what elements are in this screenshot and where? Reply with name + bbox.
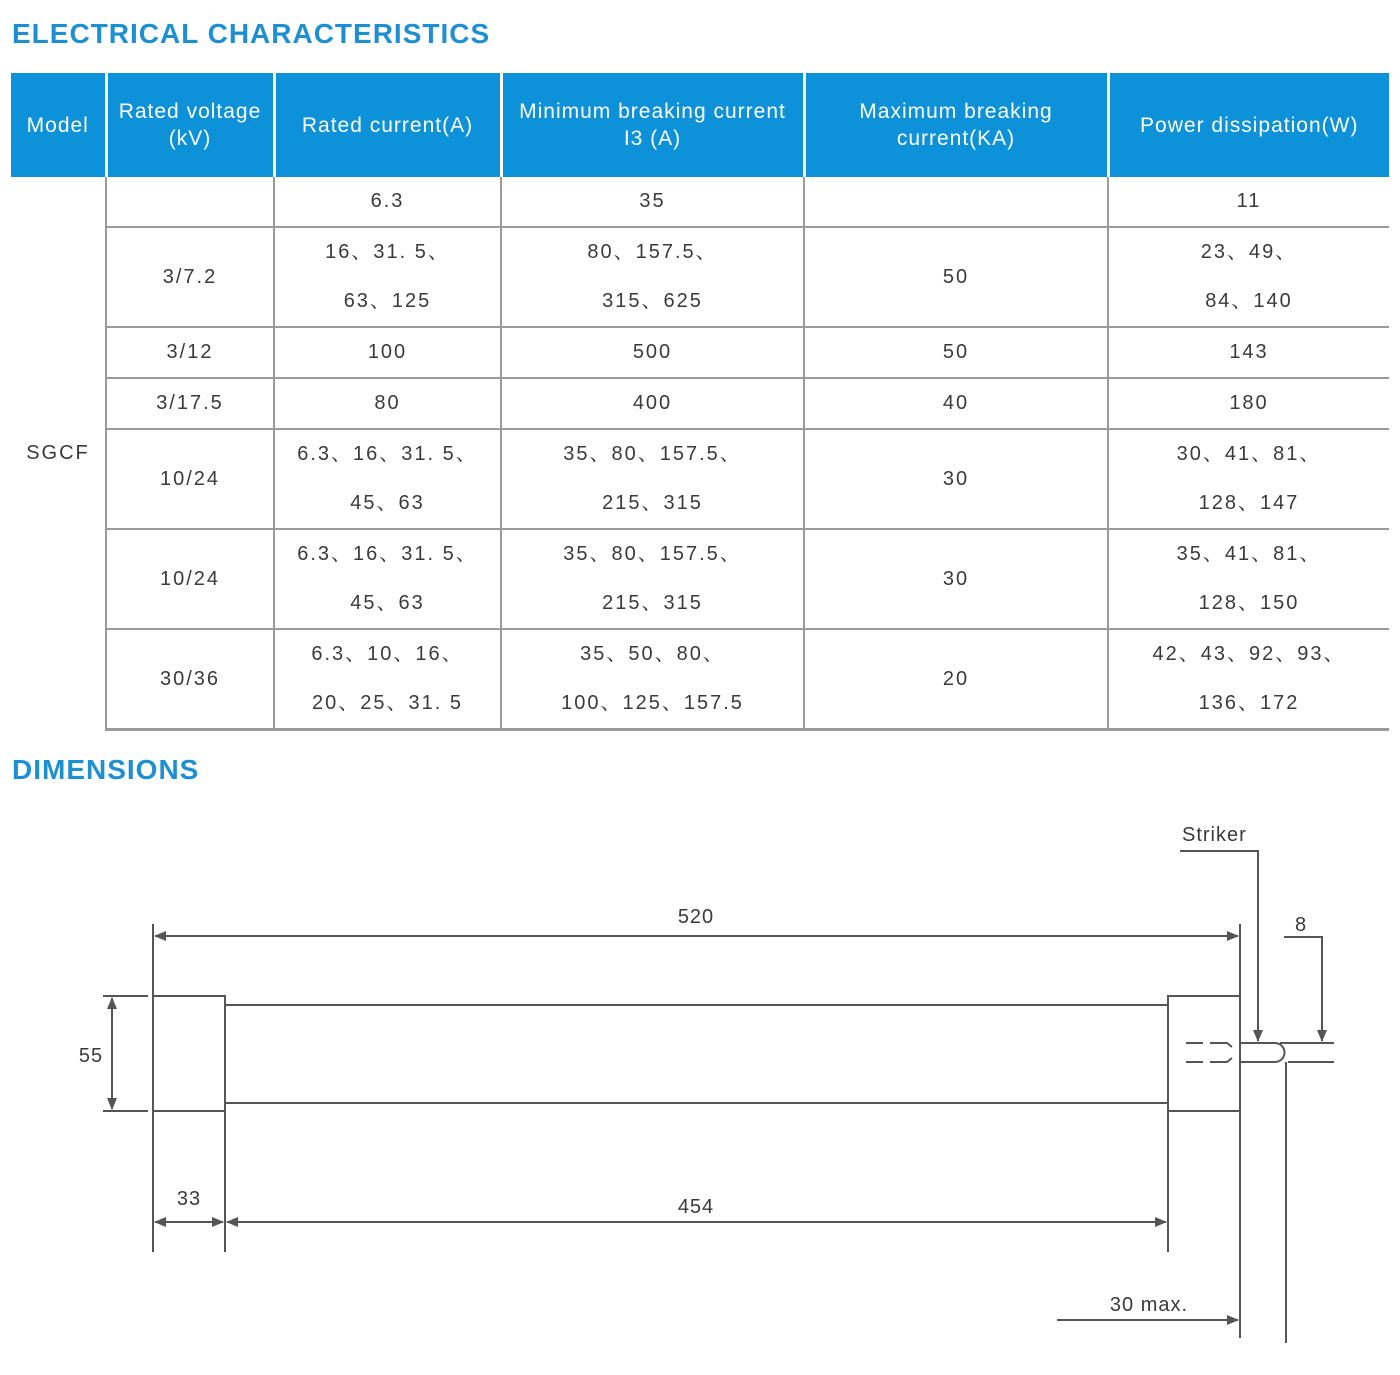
cell-line: 35、50、80、 <box>580 643 725 665</box>
cell-line: 42、43、92、93、 <box>1152 643 1346 665</box>
min-breaking-cell <box>501 429 804 529</box>
power-cell <box>1108 378 1389 429</box>
header-max-breaking-current: Maximum breaking current(KA) <box>804 73 1108 177</box>
table-row <box>11 429 1389 529</box>
cell-line: 6.3、16、31. 5、 <box>297 543 478 565</box>
left-end-cap <box>153 996 225 1111</box>
header-rated-voltage: Rated voltage (kV) <box>106 73 274 177</box>
cell-line: 6.3 <box>370 190 405 212</box>
min-breaking-cell <box>501 227 804 327</box>
max-breaking-cell: 20 <box>804 629 1108 730</box>
power-cell <box>1108 177 1389 227</box>
max-breaking-cell: 50 <box>804 227 1108 327</box>
overall-length-label: 520 <box>677 906 715 928</box>
current-cell <box>274 327 501 378</box>
min-breaking-cell <box>501 529 804 629</box>
cell-line: 128、150 <box>1198 592 1300 614</box>
table-row <box>11 629 1389 730</box>
min-breaking-cell <box>501 629 804 730</box>
min-breaking-cell <box>501 378 804 429</box>
striker-label: Striker <box>1182 824 1247 846</box>
cell-line: 80 <box>374 392 401 414</box>
cell-line: 215、315 <box>602 592 703 614</box>
cell-line: 84、140 <box>1205 290 1293 312</box>
striker-travel-label: 30 max. <box>1109 1294 1189 1316</box>
end-cap-label: 33 <box>176 1188 202 1210</box>
striker-pin <box>1240 1043 1285 1062</box>
header-power-dissipation: Power dissipation(W) <box>1108 73 1389 177</box>
cell-line: 500 <box>632 341 673 363</box>
model-cell: SGCF <box>26 441 90 464</box>
cell-line: 315、625 <box>602 290 703 312</box>
max-breaking-cell: 50 <box>804 327 1108 378</box>
cell-line: 6.3、10、16、 <box>311 643 464 665</box>
cell-line: 45、63 <box>350 492 425 514</box>
fuse-tube <box>225 1005 1168 1103</box>
cell-line: 128、147 <box>1198 492 1300 514</box>
table-row <box>11 529 1389 629</box>
voltage-cell: 3/12 <box>106 327 274 378</box>
current-cell <box>274 429 501 529</box>
cell-line: 136、172 <box>1198 692 1300 714</box>
cell-line: 35 <box>639 190 666 212</box>
body-length-label: 454 <box>677 1196 715 1218</box>
current-cell <box>274 227 501 327</box>
voltage-cell: 10/24 <box>106 429 274 529</box>
fuse-dimension-drawing <box>0 800 1400 1375</box>
cell-line: 180 <box>1229 392 1269 414</box>
cell-line: 11 <box>1236 190 1262 212</box>
cell-line: 30、41、81、 <box>1176 443 1322 465</box>
cell-line: 6.3、16、31. 5、 <box>297 443 478 465</box>
current-cell <box>274 529 501 629</box>
cell-line: 16、31. 5、 <box>325 241 450 263</box>
cell-line: 400 <box>632 392 673 414</box>
diameter-label: 55 <box>78 1045 104 1067</box>
current-cell <box>274 629 501 730</box>
electrical-characteristics-title: ELECTRICAL CHARACTERISTICS <box>12 18 491 49</box>
cell-line: 100 <box>367 341 408 363</box>
striker-dimension-label: 8 <box>1294 914 1308 936</box>
power-cell <box>1108 629 1389 730</box>
max-breaking-cell: 30 <box>804 529 1108 629</box>
max-breaking-cell: 40 <box>804 378 1108 429</box>
striker-dimension-leader <box>1284 937 1322 1041</box>
table-header-row <box>11 73 1389 177</box>
cell-line: 35、80、157.5、 <box>563 443 742 465</box>
voltage-cell: 10/24 <box>106 529 274 629</box>
current-cell <box>274 177 501 227</box>
cell-line: 100、125、157.5 <box>561 692 744 714</box>
voltage-cell: 30/36 <box>106 629 274 730</box>
table-row <box>11 378 1389 429</box>
current-cell <box>274 378 501 429</box>
striker-leader <box>1180 851 1258 1041</box>
max-breaking-cell <box>804 177 1108 227</box>
striker-hidden-line <box>1186 1058 1232 1062</box>
voltage-cell: 3/7.2 <box>106 227 274 327</box>
cell-line: 215、315 <box>602 492 703 514</box>
cell-line: 23、49、 <box>1200 241 1298 263</box>
max-breaking-cell: 30 <box>804 429 1108 529</box>
power-cell <box>1108 227 1389 327</box>
voltage-cell <box>106 177 274 227</box>
min-breaking-cell <box>501 177 804 227</box>
power-cell <box>1108 327 1389 378</box>
voltage-cell: 3/17.5 <box>106 378 274 429</box>
power-cell <box>1108 529 1389 629</box>
table-row <box>11 177 1389 227</box>
striker-hidden-line <box>1186 1043 1232 1047</box>
header-model: Model <box>11 73 106 177</box>
cell-line: 35、41、81、 <box>1176 543 1322 565</box>
table-row <box>11 227 1389 327</box>
dimensions-title: DIMENSIONS <box>12 754 200 785</box>
right-end-cap <box>1168 996 1240 1111</box>
power-cell <box>1108 429 1389 529</box>
header-rated-current: Rated current(A) <box>274 73 501 177</box>
header-min-breaking-current: Minimum breaking current I3 (A) <box>501 73 804 177</box>
table-row <box>11 327 1389 378</box>
electrical-characteristics-table <box>11 73 1389 731</box>
min-breaking-cell <box>501 327 804 378</box>
cell-line: 20、25、31. 5 <box>312 692 463 714</box>
cell-line: 45、63 <box>350 592 425 614</box>
cell-line: 63、125 <box>343 290 432 312</box>
cell-line: 80、157.5、 <box>587 241 718 263</box>
cell-line: 35、80、157.5、 <box>563 543 742 565</box>
cell-line: 143 <box>1229 341 1269 363</box>
